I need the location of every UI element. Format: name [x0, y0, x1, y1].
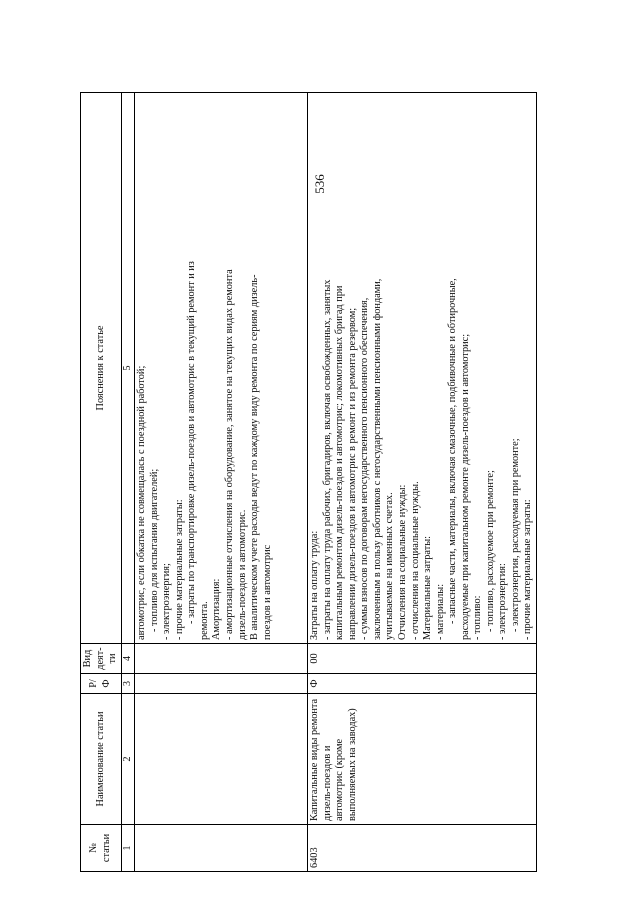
- header-explanation: Пояснения к статье: [81, 93, 122, 644]
- explanation-line: В аналитическом учете расходы ведут по каждому виду ремонта по сериям дизель-: [249, 274, 261, 640]
- explanation-line: заключенным в пользу работников с негосударственными пенсионными фондами,: [371, 278, 383, 640]
- explanation-line: автомотрис, если обкатка не совмещалась с поездной работой;: [136, 365, 148, 640]
- row-rf: [135, 674, 308, 694]
- explanation-line: - затраты на оплату труда рабочих, бригадиров, включая освобожденных, занятых: [321, 279, 333, 640]
- column-number-row: [122, 93, 135, 872]
- explanation-line: - электроэнергия;: [161, 563, 173, 640]
- table-row: [308, 93, 537, 872]
- row-explanation: [135, 93, 308, 644]
- row-rf: Ф: [308, 674, 537, 694]
- explanation-line: Амортизация:: [211, 578, 223, 640]
- explanation-line: направлении дизель-поездов и автомотрис в ремонт и из ремонта резервом;: [346, 307, 358, 640]
- explanation-line: - запасные части, материалы, включая смазочные, подбивочные и обтирочные,: [447, 278, 459, 624]
- explanation-line: Затраты на оплату труда:: [309, 530, 321, 640]
- explanation-line: - прочие материальные затраты:: [522, 499, 534, 640]
- header-rf: Р/ Ф: [81, 674, 122, 694]
- row-explanation: [308, 93, 537, 644]
- rotated-table-wrapper: [80, 92, 534, 872]
- explanation-line: - топливо:: [472, 595, 484, 640]
- row-name: [308, 694, 537, 825]
- explanation-line: Отчисления на социальные нужды:: [397, 484, 409, 640]
- explanation-line: - затраты по транспортировке дизель-поездов и автомотрис в текущий ремонт и из: [186, 261, 198, 624]
- explanation-line: капитальным ремонтом дизель-поездов и автомотрис; локомотивных бригад при: [334, 285, 346, 640]
- expense-items-table: [80, 92, 537, 872]
- explanation-line: учитываемые на именных счетах.: [384, 492, 396, 640]
- row-name: [135, 694, 308, 825]
- column-number: 5: [122, 93, 135, 644]
- header-num: № статьи: [81, 825, 122, 872]
- explanation-line: ремонта.: [198, 601, 210, 640]
- row-name-text: Капитальные виды ремонта дизель-поездов и автомотрис (кроме выполняемых на заводах): [309, 698, 358, 821]
- column-number: 1: [122, 825, 135, 872]
- explanation-line: - топливо, расходуемое при ремонте;: [484, 470, 496, 632]
- row-num: [135, 825, 308, 872]
- explanation-line: поездов и автомотрис: [261, 544, 273, 640]
- row-kind: [135, 644, 308, 674]
- page-number: 536: [312, 174, 327, 194]
- explanation-line: Материальные затраты:: [422, 536, 434, 640]
- explanation-line: - электроэнергия, расходуемая при ремонте;: [509, 438, 521, 632]
- header-row: [81, 93, 122, 872]
- explanation-line: - амортизационные отчисления на оборудование, занятое на текущих видах ремонта: [224, 269, 236, 640]
- header-kind: Вид деят-ти: [81, 644, 122, 674]
- row-num: 6403: [308, 825, 537, 872]
- explanation-line: - отчисления на социальные нужды.: [409, 481, 421, 640]
- header-name: Наименование статьи: [81, 694, 122, 825]
- explanation-line: - прочие материальные затраты:: [173, 499, 185, 640]
- explanation-line: - суммы взносов по договорам негосударственного пенсионного обеспечения,: [359, 297, 371, 640]
- column-number: 3: [122, 674, 135, 694]
- row-kind: 00: [308, 644, 537, 674]
- explanation-line: - электроэнергия:: [497, 563, 509, 640]
- explanation-line: - материалы:: [434, 583, 446, 640]
- column-number: 4: [122, 644, 135, 674]
- explanation-line: расходуемые при капитальном ремонте дизель-поездов и автомотрис;: [459, 333, 471, 640]
- column-number: 2: [122, 694, 135, 825]
- explanation-line: дизель-поездов и автомотрис.: [236, 509, 248, 640]
- table-row: [135, 93, 308, 872]
- explanation-line: - топливо для испытания двигателей;: [148, 468, 160, 632]
